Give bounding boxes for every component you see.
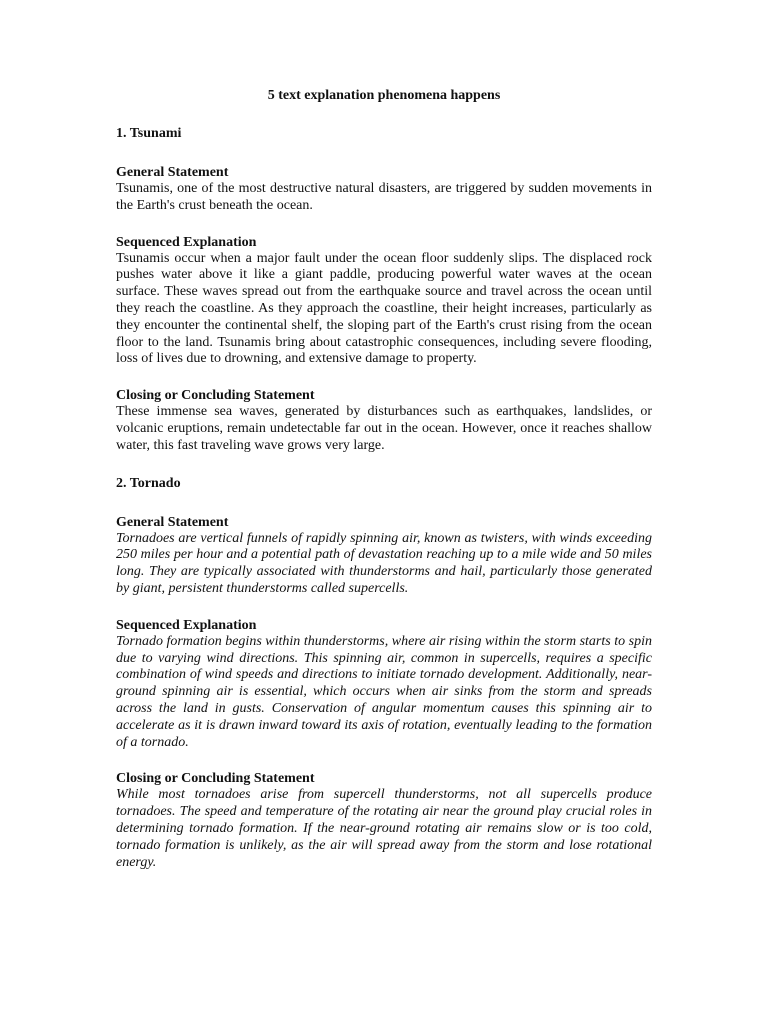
section-heading: 2. Tornado xyxy=(116,475,181,491)
sequenced-explanation-label: Sequenced Explanation xyxy=(116,617,257,633)
general-statement-block xyxy=(116,165,652,215)
closing-statement-block xyxy=(116,771,652,871)
closing-statement-label: Closing or Concluding Statement xyxy=(116,771,315,787)
closing-statement-text: These immense sea waves, generated by disturbances such as earthquakes, landslides, or volcanic eruptions, remain undetectable far out in the ocean. However, once it reaches shallow water, this fast traveling wave grows very large. xyxy=(116,404,652,453)
section-tsunami xyxy=(116,125,652,455)
closing-statement-block xyxy=(116,388,652,454)
section-heading: 1. Tsunami xyxy=(116,126,182,141)
sequenced-explanation-block xyxy=(116,618,652,752)
section-tornado xyxy=(116,475,652,872)
sequenced-explanation-label: Sequenced Explanation xyxy=(116,234,257,250)
general-statement-text: Tsunamis, one of the most destructive natural disasters, are triggered by sudden movements in the Earth's crust beneath the ocean. xyxy=(116,181,652,213)
general-statement-label: General Statement xyxy=(116,514,229,530)
closing-statement-label: Closing or Concluding Statement xyxy=(116,388,315,404)
document-title: 5 text explanation phenomena happens xyxy=(267,88,501,103)
closing-statement-text: While most tornadoes arise from supercell thunderstorms, not all supercells produce tornadoes. The speed and temperature of the rotating air near the ground play crucial roles in determining tornado formation. If the near-ground rotating air remains slow or is too cold, tornado formation is unlikely, as the air will spread away from the storm and lose rotational energy. xyxy=(116,787,652,870)
sequenced-explanation-text: Tornado formation begins within thunderstorms, where air rising within the storm starts to spin due to varying wind directions. This spinning air, common in supercells, requires a specific combination of wind speeds and directions to initiate tornado development. Additionally, near-ground spinning air is essential, which occurs when air sinks from the storm and spreads across the land in gusts. Conservation of angular momentum causes this spinning air to accelerate as it is drawn inward toward its axis of rotation, eventually leading to the formation of a tornado. xyxy=(116,633,652,750)
document-page xyxy=(116,87,652,891)
sequenced-explanation-block xyxy=(116,235,652,369)
general-statement-block xyxy=(116,515,652,598)
sequenced-explanation-text: Tsunamis occur when a major fault under the ocean floor suddenly slips. The displaced rock pushes water above it like a giant paddle, producing powerful water waves at the ocean surface. These waves spread out from the earthquake source and travel across the ocean until they reach the coastline. As they approach the coastline, their height increases, particularly as they encounter the continental shelf, the sloping part of the Earth's crust rising from the ocean floor to the land. Tsunamis bring about catastrophic consequences, including severe flooding, loss of lives due to drowning, and extensive damage to property. xyxy=(116,250,652,367)
general-statement-label: General Statement xyxy=(116,165,229,180)
general-statement-text: Tornadoes are vertical funnels of rapidly spinning air, known as twisters, with winds exceeding 250 miles per hour and a potential path of devastation reaching up to a mile wide and 50 miles long. They are typically associated with thunderstorms and hail, particularly those generated by giant, persistent thunderstorms called supercells. xyxy=(116,530,652,596)
